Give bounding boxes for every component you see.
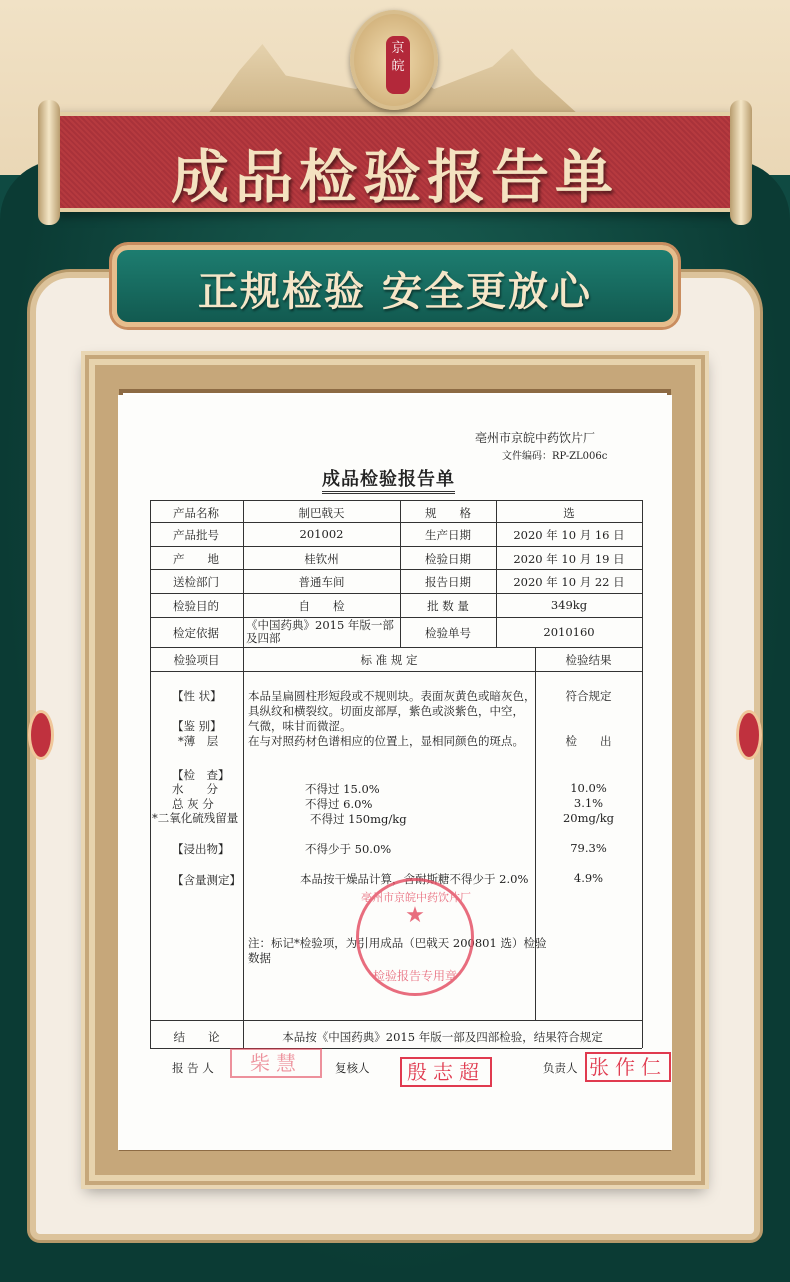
row-label: 检验目的: [173, 599, 219, 613]
row-label: 检验单号: [425, 626, 471, 640]
standard-text: 气微，味甘而微涩。: [248, 719, 352, 733]
reporter-signature-stamp: 柴慧: [230, 1048, 322, 1078]
seal-bottom-text: 检验报告专用章: [372, 969, 457, 983]
file-code: 文件编码：RP-ZL006c: [502, 451, 608, 462]
scroll-roller-left: [38, 100, 60, 225]
row-label: 批 数 量: [427, 599, 469, 613]
item-label: 总 灰 分: [172, 797, 214, 811]
table-rule: [150, 593, 642, 594]
row-value: 201002: [299, 527, 344, 541]
company-name: 亳州市京皖中药饮片厂: [475, 431, 596, 445]
seal-top-text: 亳州市京皖中药饮片厂: [361, 891, 471, 904]
table-rule: [150, 546, 642, 547]
result-value: 4.9%: [573, 871, 604, 885]
medal-char: 京: [391, 41, 405, 56]
row-value: 选: [563, 506, 575, 520]
reviewer-label: 复核人: [335, 1061, 370, 1075]
table-rule: [642, 500, 643, 1048]
result-value: 79.3%: [570, 841, 607, 855]
banner-title: 成品检验报告单: [170, 143, 619, 211]
row-value: 制巴戟天: [298, 506, 345, 520]
table-rule: [150, 500, 151, 1048]
row-value: 普通车间: [298, 575, 345, 589]
standard-text: 不得少于 50.0%: [305, 842, 392, 856]
scroll-roller-right: [730, 100, 752, 225]
standard-text: 在与对照药材色谱相应的位置上，显相同颜色的斑点。: [248, 734, 524, 748]
result-value: 符合规定: [565, 689, 612, 703]
column-header: 检验结果: [565, 653, 612, 667]
row-label: 检验日期: [425, 552, 471, 566]
table-rule: [150, 500, 642, 501]
item-label: *薄 层: [178, 734, 219, 748]
note-text: 注：标记*检验项，为引用成品（巴戟天 200801 选）检验: [248, 936, 547, 950]
row-value: 自 检: [298, 599, 345, 613]
subtitle-banner: [112, 245, 678, 327]
row-value: 2020 年 10 月 22 日: [513, 575, 625, 589]
table-rule: [150, 671, 642, 672]
row-value: 桂钦州: [304, 552, 339, 566]
standard-text: 本品呈扁圆柱形短段或不规则块。表面灰黄色或暗灰色，: [248, 689, 536, 703]
side-ornament-right: [736, 710, 762, 760]
row-label: 产品名称: [173, 506, 219, 520]
table-rule: [150, 617, 642, 618]
title-scroll-banner: [55, 112, 735, 212]
standard-text: 具纵纹和横裂纹。切面皮部厚，紫色或淡紫色，中空，: [248, 704, 524, 718]
item-label: 【浸出物】: [172, 842, 230, 856]
row-label: 检定依据: [173, 626, 219, 640]
table-rule: [150, 1048, 642, 1049]
side-ornament-left: [28, 710, 54, 760]
row-value: 2020 年 10 月 19 日: [513, 552, 625, 566]
row-label: 规 格: [425, 506, 471, 520]
result-value: 检 出: [565, 734, 612, 748]
row-value: 349kg: [550, 598, 588, 612]
result-value: 20mg/kg: [562, 811, 615, 825]
row-value: 2020 年 10 月 16 日: [513, 528, 625, 542]
conclusion-text: 本品按《中国药典》2015 年版一部及四部检验，结果符合规定: [282, 1030, 603, 1044]
row-label: 产 地: [173, 552, 219, 566]
row-label: 报告日期: [425, 575, 471, 589]
item-label: 【检 查】: [172, 768, 230, 782]
item-label: 水 分: [172, 782, 218, 796]
item-label: 【鉴 别】: [172, 719, 222, 733]
item-label: 【性 状】: [172, 689, 222, 703]
table-rule: [150, 1020, 642, 1021]
row-label: 生产日期: [425, 528, 471, 542]
table-rule: [150, 647, 642, 648]
standard-text: 不得过 150mg/kg: [310, 812, 407, 826]
row-label: 产品批号: [173, 528, 219, 542]
document-title: 成品检验报告单: [322, 465, 455, 494]
responsible-label: 负责人: [543, 1061, 578, 1075]
note-text: 数据: [248, 951, 271, 965]
row-value: 《中国药典》2015 年版一部及四部: [246, 618, 394, 645]
reviewer-signature-stamp: 殷志超: [400, 1057, 492, 1087]
table-rule: [150, 569, 642, 570]
conclusion-label: 结 论: [173, 1030, 220, 1044]
item-label: *二氧化硫残留量: [152, 811, 239, 825]
medal-char: 皖: [391, 59, 405, 74]
result-value: 10.0%: [570, 781, 607, 795]
table-rule: [150, 522, 642, 523]
reporter-label: 报 告 人: [172, 1061, 214, 1075]
row-value: 2010160: [543, 625, 595, 639]
row-label: 送检部门: [173, 575, 219, 589]
inspection-seal: [356, 878, 474, 996]
item-label: 【含量测定】: [172, 873, 241, 887]
subtitle: 正规检验 安全更放心: [198, 269, 592, 315]
column-header: 检验项目: [173, 653, 220, 667]
brand-medal-logo: [350, 10, 438, 110]
standard-text: 不得过 6.0%: [305, 797, 373, 811]
column-header: 标 准 规 定: [360, 653, 418, 667]
seal-star-icon: ★: [405, 903, 425, 928]
result-value: 3.1%: [573, 796, 604, 810]
inspection-report-document: [118, 395, 672, 1150]
standard-text: 不得过 15.0%: [305, 782, 380, 796]
standard-text: 本品按干燥品计算，含耐斯糖不得少于 2.0%: [300, 872, 529, 886]
responsible-signature-stamp: 张作仁: [585, 1052, 671, 1082]
